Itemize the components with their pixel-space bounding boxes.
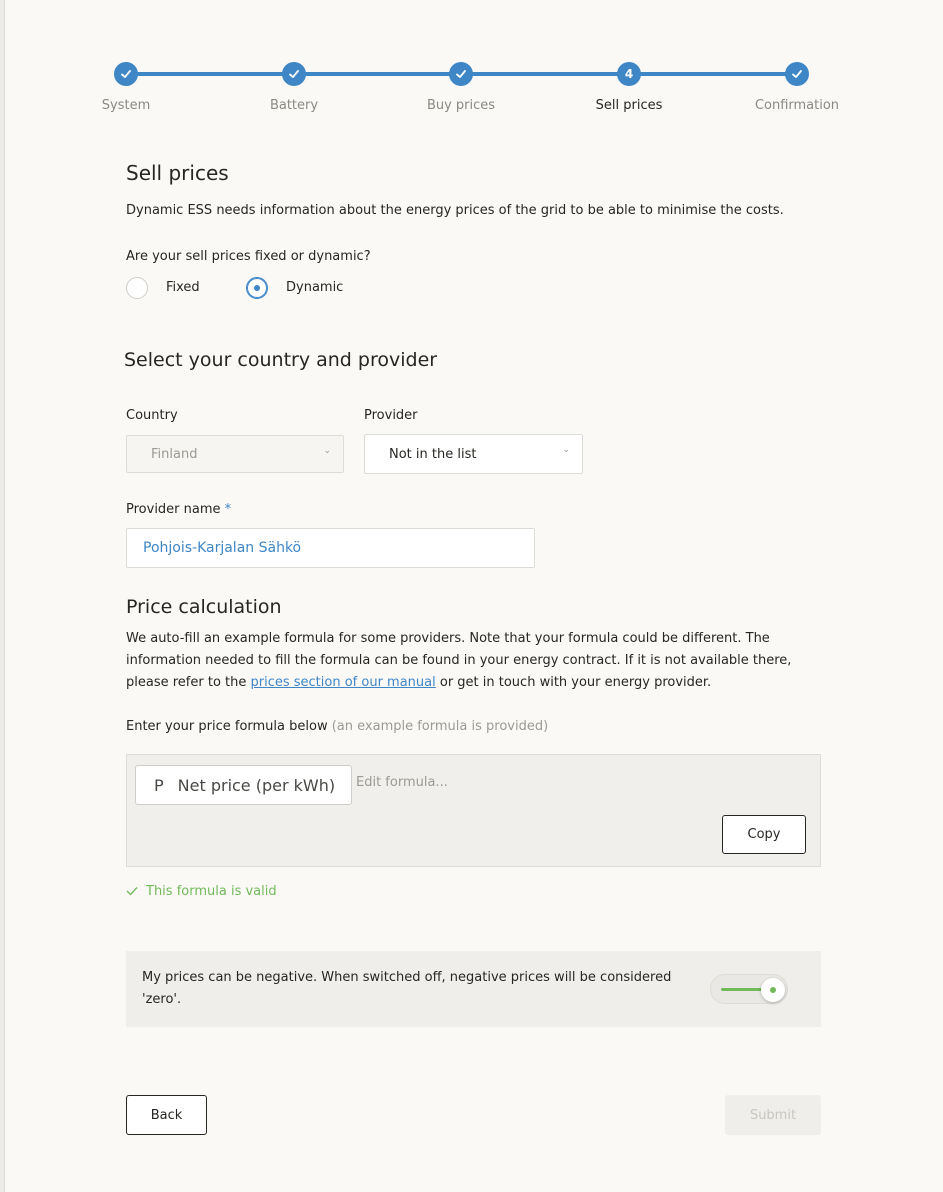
- provider-label: Provider: [364, 408, 418, 423]
- description-text: We auto-fill an example formula for some providers. Note that your formula could be different. The information needed to fill the formula can be found in your energy contract. If it is not available there, please refer to the: [126, 631, 792, 690]
- formula-variable-chip[interactable]: [135, 765, 352, 805]
- negative-prices-toggle[interactable]: [710, 974, 788, 1004]
- variable-name: Net price (per kWh): [177, 775, 336, 795]
- check-icon: [449, 62, 473, 86]
- check-icon: [114, 62, 138, 86]
- formula-hint: (an example formula is provided): [331, 719, 549, 734]
- toggle-knob: [761, 978, 785, 1002]
- page-title: Sell prices: [126, 161, 229, 185]
- country-label: Country: [126, 408, 178, 423]
- step-sell-prices[interactable]: [559, 62, 699, 113]
- chevron-down-icon: ⌄: [562, 445, 570, 455]
- dynamic-radio-label[interactable]: Dynamic: [286, 280, 344, 295]
- dynamic-radio[interactable]: [246, 277, 268, 299]
- provider-name-input[interactable]: Pohjois-Karjalan Sähkö: [126, 528, 535, 568]
- step-confirmation[interactable]: [727, 62, 867, 113]
- provider-value: Not in the list: [389, 446, 477, 462]
- variable-symbol: P: [154, 775, 164, 795]
- chevron-down-icon: ⌄: [323, 446, 331, 456]
- formula-edit-input[interactable]: Edit formula...: [356, 775, 448, 790]
- required-marker: *: [224, 502, 232, 517]
- step-label: Buy prices: [426, 98, 496, 113]
- formula-prompt-text: Enter your price formula below: [126, 719, 328, 734]
- country-value: Finland: [151, 446, 198, 462]
- sell-prices-description: Dynamic ESS needs information about the energy prices of the grid to be able to minimise the costs.: [126, 203, 784, 218]
- step-system[interactable]: [56, 62, 196, 113]
- valid-text: This formula is valid: [146, 884, 277, 899]
- step-label: Confirmation: [754, 98, 840, 113]
- step-number: 4: [617, 62, 641, 86]
- step-label: Sell prices: [595, 98, 663, 113]
- section-title-country-provider: Select your country and provider: [124, 349, 438, 371]
- check-icon: [126, 885, 138, 899]
- back-button[interactable]: Back: [126, 1095, 207, 1135]
- fixed-radio-label[interactable]: Fixed: [166, 280, 200, 295]
- step-label: Battery: [269, 98, 319, 113]
- section-title-price-calculation: Price calculation: [126, 596, 282, 618]
- step-buy-prices[interactable]: [391, 62, 531, 113]
- formula-prompt: [126, 716, 548, 738]
- price-calculation-description: [126, 628, 826, 694]
- negative-prices-text: My prices can be negative. When switched off, negative prices will be considered 'zero'.: [142, 970, 672, 1007]
- step-battery[interactable]: [224, 62, 364, 113]
- manual-prices-link[interactable]: prices section of our manual: [250, 675, 436, 690]
- description-text-end: or get in touch with your energy provider.: [435, 675, 712, 690]
- step-label: System: [101, 98, 151, 113]
- price-type-question: Are your sell prices fixed or dynamic?: [126, 249, 371, 264]
- negative-prices-panel: [126, 951, 821, 1027]
- left-edge-divider: [0, 0, 5, 1192]
- country-select[interactable]: [126, 435, 344, 473]
- fixed-radio[interactable]: [126, 277, 148, 299]
- provider-select[interactable]: [364, 434, 583, 474]
- check-icon: [282, 62, 306, 86]
- formula-editor[interactable]: [126, 754, 821, 867]
- provider-name-label-text: Provider name: [126, 502, 221, 517]
- progress-stepper: [0, 0, 943, 130]
- submit-button[interactable]: Submit: [725, 1095, 821, 1135]
- check-icon: [785, 62, 809, 86]
- copy-button[interactable]: Copy: [722, 815, 806, 854]
- formula-valid-message: [126, 884, 277, 899]
- provider-name-label: [126, 502, 231, 517]
